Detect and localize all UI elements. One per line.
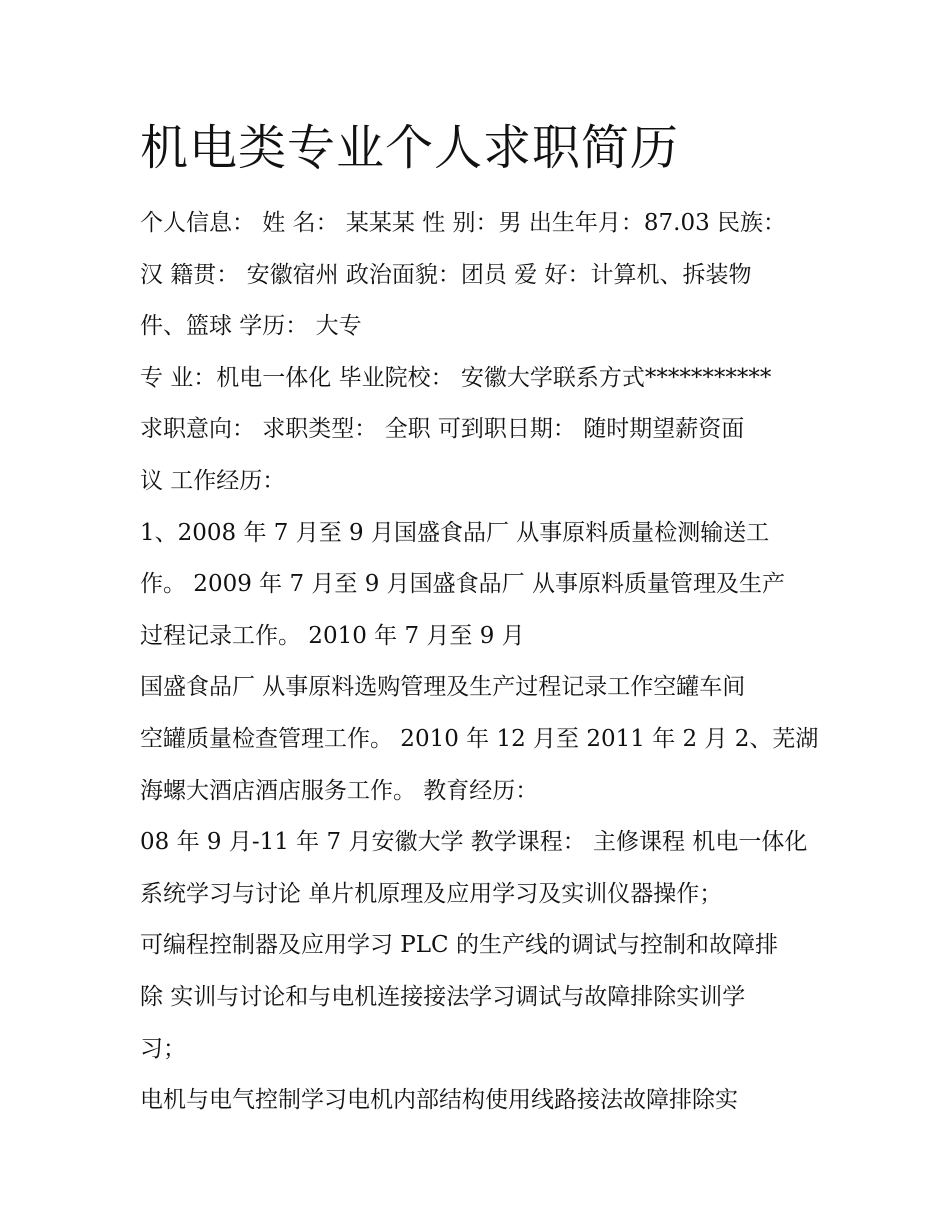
text-line-course-3: 除 实训与讨论和与电机连接接法学习调试与故障排除实训学	[140, 983, 746, 1010]
text-line-native-place: 汉 籍贯： 安徽宿州 政治面貌：团员 爱 好：计算机、拆装物	[140, 261, 752, 288]
text-line-course-2: 可编程控制器及应用学习 PLC 的生产线的调试与控制和故障排	[140, 932, 778, 959]
text-line-course-5: 电机与电气控制学习电机内部结构使用线路接法故障排除实	[140, 1087, 738, 1114]
text-line-work-2010: 过程记录工作。 2010 年 7 月至 9 月	[140, 622, 525, 649]
text-line-work-history-heading: 议 工作经历：	[140, 467, 286, 494]
document-body	[140, 112, 820, 1127]
text-line-major: 专 业：机电一体化 毕业院校： 安徽大学联系方式***********	[140, 364, 772, 391]
text-line-course-1: 系统学习与讨论 单片机原理及应用学习及实训仪器操作；	[140, 880, 723, 907]
text-line-education-heading: 海螺大酒店酒店服务工作。 教育经历：	[140, 777, 539, 804]
text-line-job-intention: 求职意向： 求职类型： 全职 可到职日期： 随时期望薪资面	[140, 416, 745, 443]
text-line-work-2009: 作。 2009 年 7 月至 9 月国盛食品厂 从事原料质量管理及生产	[140, 571, 785, 598]
text-line-work-2010-detail: 国盛食品厂 从事原料选购管理及生产过程记录工作空罐车间	[140, 674, 746, 701]
text-line-work-2008: 1、2008 年 7 月至 9 月国盛食品厂 从事原料质量检测输送工	[140, 519, 770, 546]
text-line-education-level: 件、篮球 学历： 大专	[140, 313, 362, 340]
text-line-work-2010-2011: 空罐质量检查管理工作。 2010 年 12 月至 2011 年 2 月 2、芜湖	[140, 725, 819, 752]
text-line-education-period: 08 年 9 月-11 年 7 月安徽大学 教学课程： 主修课程 机电一体化	[140, 829, 808, 856]
text-line-personal-info: 个人信息： 姓 名： 某某某 性 别：男 出生年月：87.03 民族：	[140, 210, 787, 236]
document-text	[140, 198, 820, 1127]
text-line-course-4: 习；	[140, 1035, 186, 1062]
document-title: 机电类专业个人求职简历	[140, 120, 680, 176]
